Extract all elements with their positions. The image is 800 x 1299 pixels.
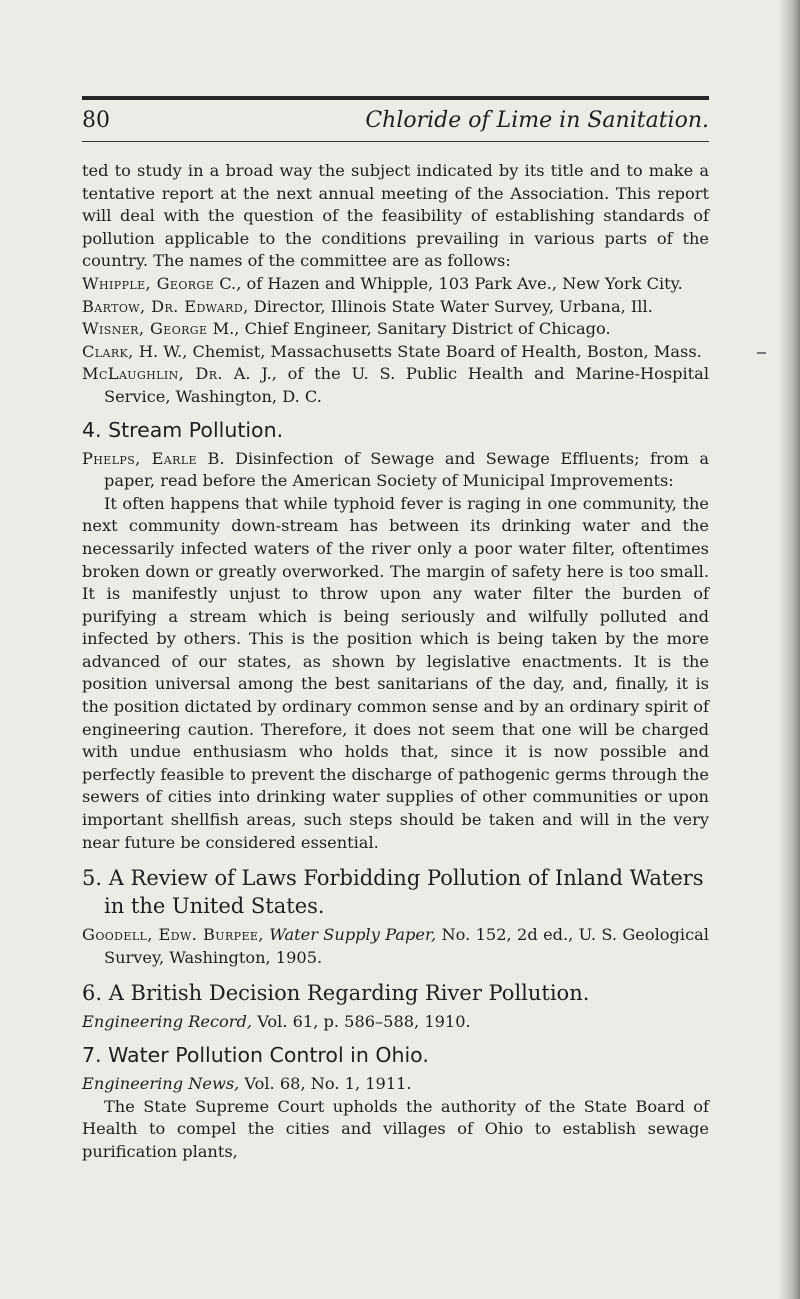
page-body bbox=[82, 160, 709, 1163]
header-top-rule bbox=[82, 96, 709, 100]
section-6-heading: 6. A British Decision Regarding River Pollution. bbox=[82, 981, 590, 1006]
section-5-citation: Goodell, Edw. Burpee, Water Supply Paper, No. 152, 2d ed., U. S. Geological Survey, Washington, 1905. bbox=[82, 925, 709, 967]
section-4-body: It often happens that while typhoid fever is raging in one community, the next community down-stream has between its drinking water and the necessarily infected waters of the river only a poor water filter, oftentimes broken down or greatly overworked. The margin of safety here is too small. It is manifestly unjust to throw upon any water filter the burden of purifying a stream which is being seriously and wilfully polluted and infected by others. This is the position which is being taken by the more advanced of our states, as shown by legislative enactments. It is the position universal among the best sanitarians of the day, and, finally, it is the position dictated by ordinary common sense and by an ordinary spirit of engineering caution. Therefore, it does not seem that one will be charged with undue enthusiasm who holds that, since it is now possible and perfectly feasible to prevent the discharge of pathogenic germs through the sewers of cities into drinking water supplies of other communities or upon important shellfish areas, such steps should be taken and will in the very near future be considered essential. bbox=[82, 493, 709, 852]
page-number: 80 bbox=[82, 108, 110, 133]
margin-mark bbox=[757, 352, 766, 354]
committee-list bbox=[82, 273, 709, 409]
committee-member: Clark, H. W., Chemist, Massachusetts State Board of Health, Boston, Mass. bbox=[82, 341, 702, 361]
section-7-body: The State Supreme Court upholds the authority of the State Board of Health to compel the cities and villages of Ohio to establish sewage purification plants, bbox=[82, 1096, 709, 1161]
running-header bbox=[82, 106, 709, 140]
committee-member: Wisner, George M., Chief Engineer, Sanitary District of Chicago. bbox=[82, 319, 611, 339]
section-7-heading: 7. Water Pollution Control in Ohio. bbox=[82, 1043, 429, 1067]
header-bottom-rule bbox=[82, 141, 709, 142]
intro-paragraph: ted to study in a broad way the subject indicated by its title and to make a tentative report at the next annual meeting of the Association. This report will deal with the question of the feasibility of establishing standards of pollution applicable to the conditions prevailing in various parts of the country. The names of the committee are as follows: bbox=[82, 161, 709, 271]
section-6-citation: Engineering Record, Vol. 61, p. 586–588, 1910. bbox=[82, 1012, 471, 1032]
committee-member: Bartow, Dr. Edward, Director, Illinois State Water Survey, Urbana, Ill. bbox=[82, 296, 653, 316]
section-4-heading: 4. Stream Pollution. bbox=[82, 417, 284, 442]
section-5-heading: 5. A Review of Laws Forbidding Pollution of Inland Waters in the United States. bbox=[82, 866, 704, 919]
section-7-citation: Engineering News, Vol. 68, No. 1, 1911. bbox=[82, 1074, 412, 1093]
section-4-citation: Phelps, Earle B. Disinfection of Sewage and Sewage Effluents; from a paper, read before the American Society of Municipal Improvements: bbox=[82, 448, 710, 491]
running-title: Chloride of Lime in Sanitation. bbox=[365, 108, 709, 133]
committee-member: Whipple, George C., of Hazen and Whipple, 103 Park Ave., New York City. bbox=[82, 273, 683, 293]
committee-member: McLaughlin, Dr. A. J., of the U. S. Public Health and Marine-Hospital Service, Washington, D. C. bbox=[82, 364, 710, 406]
page-edge-shadow bbox=[778, 0, 800, 1299]
